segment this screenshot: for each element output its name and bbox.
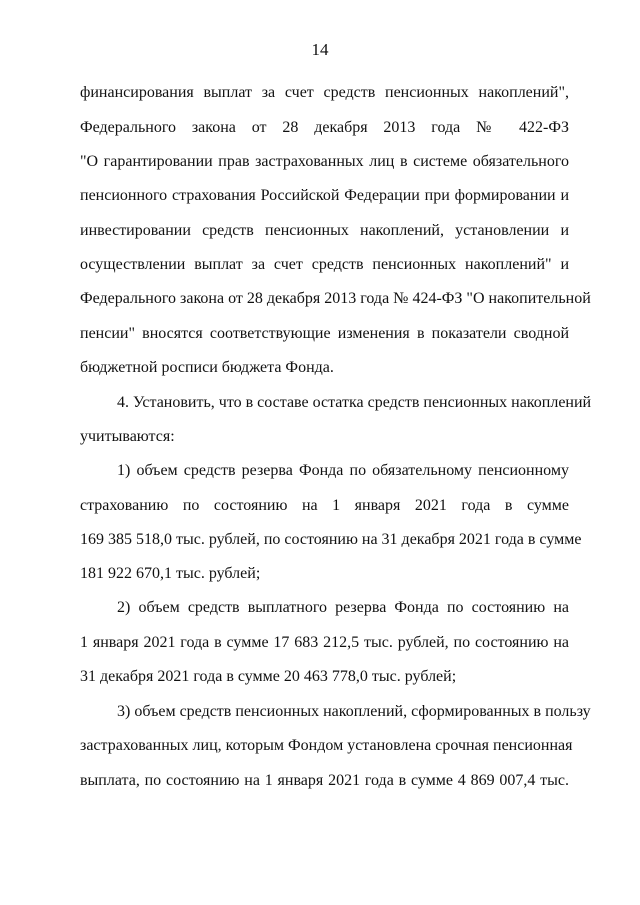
text-line: 1) объем средств резерва Фонда по обязательному пенсионному bbox=[117, 462, 569, 479]
text-line: 1 января 2021 года в сумме 17 683 212,5 тыс. рублей, по состоянию на bbox=[80, 634, 569, 651]
text-line: 4. Установить, что в составе остатка средств пенсионных накоплений bbox=[117, 394, 592, 411]
text-line: страхованию по состоянию на 1 января 2021 года в сумме bbox=[80, 497, 569, 514]
text-line: 169 385 518,0 тыс. рублей, по состоянию на 31 декабря 2021 года в сумме bbox=[80, 531, 582, 548]
text-line: учитываются: bbox=[80, 428, 175, 445]
text-line: пенсионного страхования Российской Федерации при формировании и bbox=[80, 187, 569, 204]
text-line: застрахованных лиц, которым Фондом установлена срочная пенсионная bbox=[80, 737, 573, 754]
text-line: пенсии" вносятся соответствующие изменения в показатели сводной bbox=[80, 325, 569, 342]
text-line: "О гарантировании прав застрахованных лиц в системе обязательного bbox=[80, 153, 569, 170]
text-line: выплата, по состоянию на 1 января 2021 года в сумме 4 869 007,4 тыс. bbox=[80, 772, 569, 789]
text-line: 3) объем средств пенсионных накоплений, сформированных в пользу bbox=[117, 703, 591, 720]
text-line: финансирования выплат за счет средств пенсионных накоплений", bbox=[80, 84, 569, 101]
text-line: осуществлении выплат за счет средств пенсионных накоплений" и bbox=[80, 256, 569, 273]
text-line: Федерального закона от 28 декабря 2013 года № 424-ФЗ "О накопительной bbox=[80, 290, 591, 307]
page-number: 14 bbox=[311, 40, 329, 59]
text-line: инвестировании средств пенсионных накоплений, установлении и bbox=[80, 222, 569, 239]
text-line: бюджетной росписи бюджета Фонда. bbox=[80, 359, 334, 376]
text-line: Федерального закона от 28 декабря 2013 года № 422-ФЗ bbox=[80, 119, 569, 136]
text-line: 31 декабря 2021 года в сумме 20 463 778,0 тыс. рублей; bbox=[80, 668, 457, 685]
text-line: 181 922 670,1 тыс. рублей; bbox=[80, 565, 261, 582]
text-line: 2) объем средств выплатного резерва Фонда по состоянию на bbox=[117, 599, 569, 616]
